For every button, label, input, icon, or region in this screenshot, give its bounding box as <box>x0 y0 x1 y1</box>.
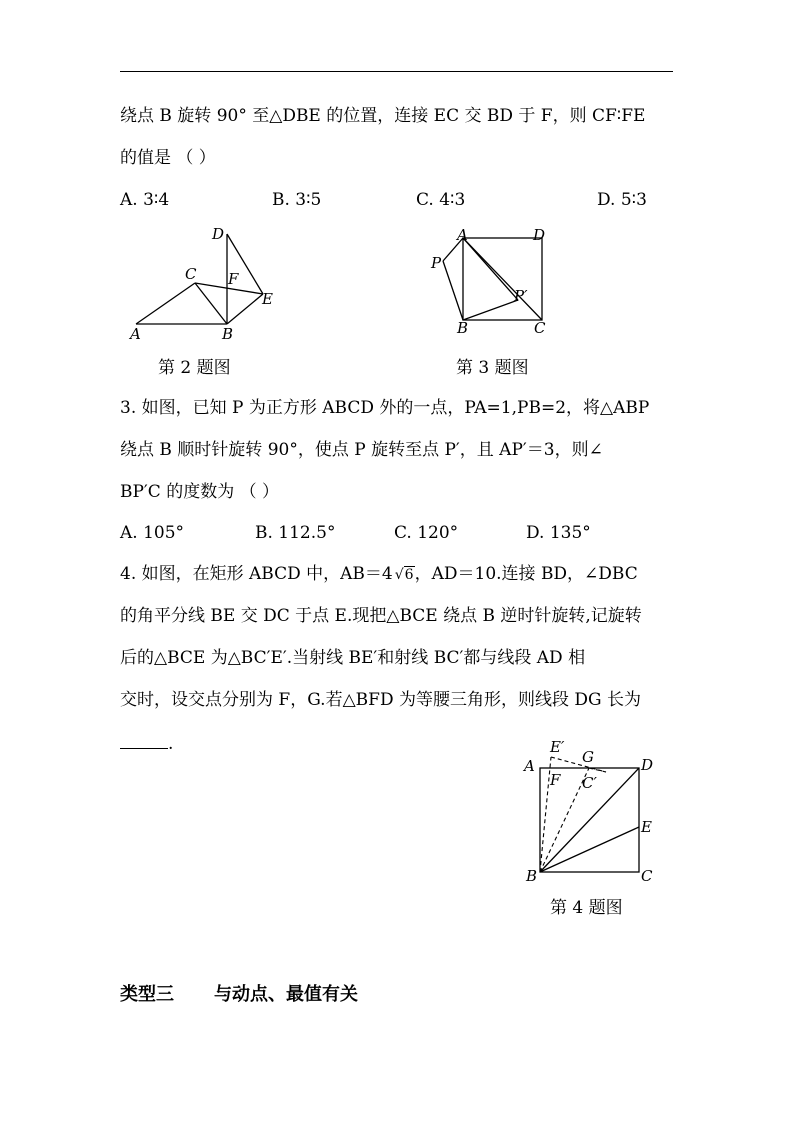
fig4-label-eprime: E′ <box>550 738 565 756</box>
fig3-segment-bpp <box>463 300 518 320</box>
fig4-segment-be <box>540 827 639 872</box>
fig2-segment-ac <box>136 283 195 324</box>
section-heading <box>120 980 358 1006</box>
q2-option-b: B. 3∶5 <box>272 190 322 210</box>
fig3-label-c: C <box>534 319 546 337</box>
fig2-label-c: C <box>185 265 197 283</box>
fig2-caption: 第 2 题图 <box>158 358 231 378</box>
q4-answer-line <box>120 730 173 756</box>
figure-2 <box>120 220 290 350</box>
fig4-label-c: C <box>641 867 653 885</box>
fig3-label-a: A <box>457 226 468 244</box>
fig3-label-d: D <box>533 226 546 244</box>
fig2-segment-be <box>227 294 263 324</box>
q4-text-line4: 交时，设交点分别为 F，G.若△BFD 为等腰三角形，则线段 DG 长为 <box>120 690 641 710</box>
fig3-segment-app <box>463 238 518 300</box>
fig4-caption: 第 4 题图 <box>550 898 623 918</box>
fig3-segment-pb <box>443 261 463 320</box>
fig2-label-f: F <box>228 270 239 288</box>
figure-4 <box>520 735 670 887</box>
fig4-label-a: A <box>524 757 535 775</box>
fig2-label-a: A <box>130 325 141 343</box>
q3-option-b: B. 112.5° <box>255 523 336 543</box>
fig3-segment-ac <box>463 238 542 320</box>
fig2-segment-cb <box>195 283 227 324</box>
q4-text-line2: 的角平分线 BE 交 DC 于点 E.现把△BCE 绕点 B 逆时针旋转,记旋转 <box>120 606 642 626</box>
sqrt-radicand: 6 <box>404 567 414 583</box>
fig4-label-d: D <box>641 756 654 774</box>
header-rule <box>120 71 673 72</box>
q4-line5-period: . <box>168 734 174 754</box>
fig2-label-d: D <box>212 225 225 243</box>
q4-text-line1 <box>120 562 638 587</box>
q3-option-d: D. 135° <box>526 523 591 543</box>
q4-line1-end: ，AD＝10.连接 BD，∠DBC <box>414 564 638 584</box>
q3-text-line1: 3. 如图，已知 P 为正方形 ABCD 外的一点，PA=1,PB=2，将△ABP <box>120 398 650 418</box>
q2-text-line1: 绕点 B 旋转 90° 至△DBE 的位置，连接 EC 交 BD 于 F，则 CF∶FE <box>120 106 646 126</box>
fig2-label-e: E <box>262 290 273 308</box>
q3-option-c: C. 120° <box>394 523 459 543</box>
answer-blank <box>120 730 168 749</box>
section-label: 类型三 <box>120 984 174 1005</box>
q3-text-line2: 绕点 B 顺时针旋转 90°，使点 P 旋转至点 P′，且 AP′＝3，则∠ <box>120 440 603 460</box>
fig4-label-cprime: C′ <box>582 774 597 792</box>
fig3-label-b: B <box>457 319 469 337</box>
fig3-label-p: P <box>431 254 442 272</box>
q3-text-line3: BP′C 的度数为 （ ） <box>120 482 280 502</box>
q2-text-line2: 的值是 （ ） <box>120 148 216 168</box>
fig4-label-f: F <box>550 771 561 789</box>
figure-3 <box>425 225 555 343</box>
fig4-label-g: G <box>582 748 594 766</box>
fig3-label-pprime: P′ <box>514 287 528 305</box>
fig4-label-b: B <box>526 867 538 885</box>
q3-option-a: A. 105° <box>120 523 185 543</box>
fig3-caption: 第 3 题图 <box>456 358 529 378</box>
q2-option-a: A. 3∶4 <box>120 190 170 210</box>
sqrt-symbol: √6 <box>394 567 414 583</box>
q4-line1-start: 4. 如图，在矩形 ABCD 中，AB＝4 <box>120 564 393 584</box>
section-title: 与动点、最值有关 <box>214 984 358 1005</box>
q2-option-d: D. 5∶3 <box>597 190 647 210</box>
fig2-label-b: B <box>222 325 234 343</box>
q4-text-line3: 后的△BCE 为△BC′E′.当射线 BE′和射线 BC′都与线段 AD 相 <box>120 648 586 668</box>
q2-option-c: C. 4∶3 <box>416 190 466 210</box>
fig4-label-e: E <box>641 818 652 836</box>
